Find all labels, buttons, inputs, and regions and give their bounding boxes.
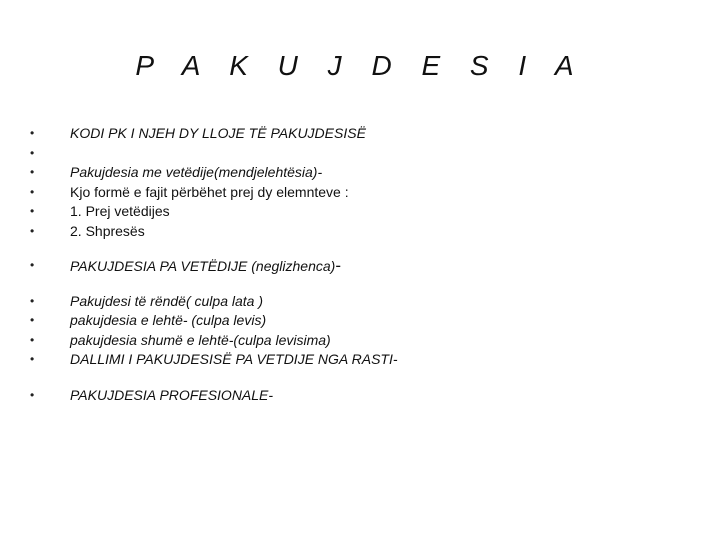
bullet-icon: • <box>30 165 35 179</box>
bullet-item <box>30 163 690 183</box>
bullet-text: pakujdesia shumë e lehtë-(culpa levisima) <box>70 331 331 348</box>
bullet-item <box>30 350 690 370</box>
bullet-item <box>30 222 690 242</box>
bullet-trailing-dash: - <box>335 256 341 275</box>
slide-title: P A K U J D E S I A <box>135 50 585 81</box>
bullet-main-text: PAKUJDESIA PA VETËDIJE (neglizhenca) <box>70 258 336 274</box>
bullet-text: 1. Prej vetëdijes <box>70 203 170 219</box>
bullet-text: 2. Shpresës <box>70 222 145 239</box>
bullet-text: DALLIMI I PAKUJDESISË PA VETDIJE NGA RASTI- <box>70 351 398 367</box>
bullet-icon: • <box>30 293 35 308</box>
bullet-icon: • <box>30 332 35 347</box>
bullet-icon: • <box>30 258 35 272</box>
bullet-icon: • <box>30 387 35 402</box>
bullet-icon: • <box>30 126 35 140</box>
bullet-text: pakujdesia e lehtë- (culpa levis) <box>70 312 267 328</box>
bullet-item <box>30 386 690 406</box>
bullet-text: PAKUJDESIA PROFESIONALE- <box>70 386 274 403</box>
bullet-icon: • <box>30 184 35 199</box>
bullet-text <box>70 256 341 277</box>
bullet-text: Pakujdesia me vetëdije(mendjelehtësia)- <box>70 164 323 180</box>
bullet-text: KODI PK I NJEH DY LLOJE TË PAKUJDESISË <box>70 125 366 141</box>
bullet-item <box>30 331 690 351</box>
bullet-text: Pakujdesi të rëndë( culpa lata ) <box>70 292 263 309</box>
bullet-item <box>30 292 690 312</box>
bullet-icon: • <box>30 223 35 238</box>
bullet-list <box>30 124 690 405</box>
bullet-item <box>30 183 690 203</box>
bullet-item <box>30 311 690 331</box>
bullet-item <box>30 202 690 222</box>
bullet-item <box>30 124 690 144</box>
bullet-item <box>30 256 690 276</box>
bullet-icon: • <box>30 352 35 366</box>
bullet-icon: • <box>30 145 35 160</box>
bullet-icon: • <box>30 204 35 218</box>
bullet-text: Kjo formë e fajit përbëhet prej dy elemnteve : <box>70 183 349 200</box>
bullet-item <box>30 144 690 164</box>
bullet-icon: • <box>30 313 35 327</box>
